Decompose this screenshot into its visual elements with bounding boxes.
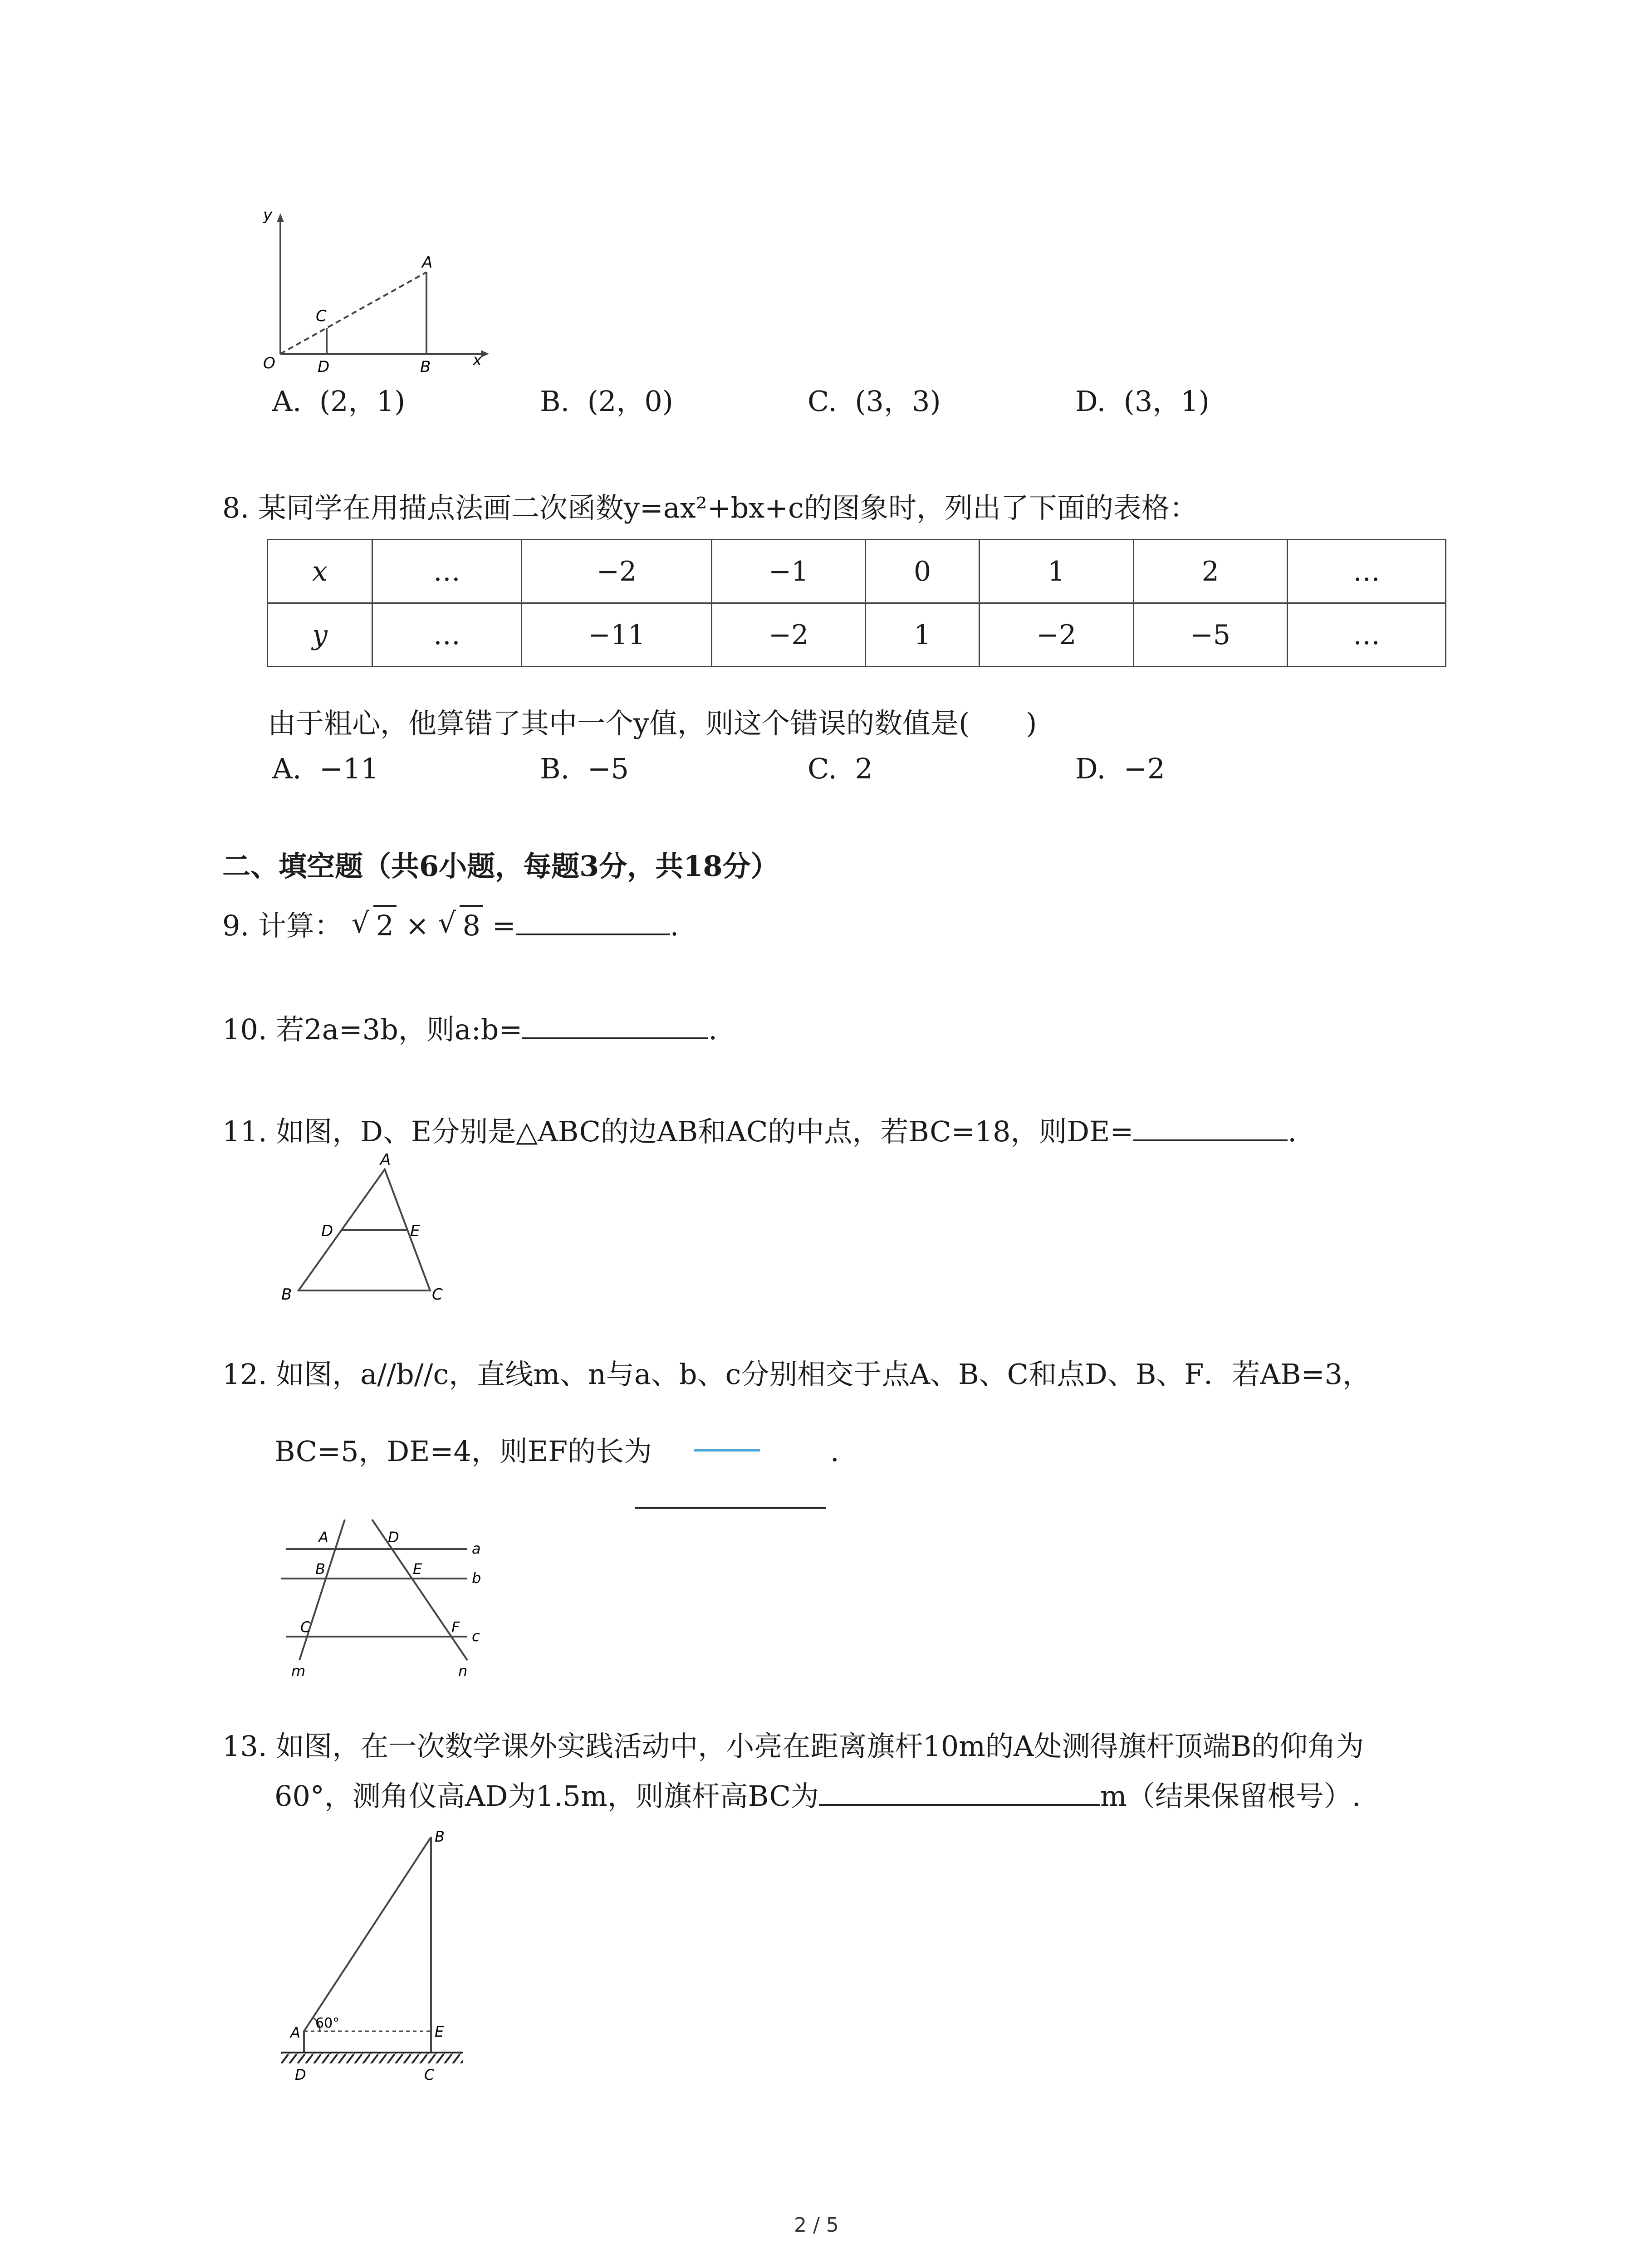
radicand: 2	[373, 905, 397, 944]
q11-label-a: A	[380, 1152, 391, 1169]
q12-end: .	[830, 1435, 839, 1468]
q7-label-o: O	[263, 354, 275, 372]
q8-note: 由于粗心，他算错了其中一个y值，则这个错误的数值是( )	[268, 707, 1037, 740]
option-letter: C.	[808, 752, 837, 785]
q8-option-a	[272, 751, 379, 787]
table-cell: −5	[1133, 603, 1288, 667]
q13-label-a: A	[290, 2024, 300, 2041]
q9-end: .	[670, 909, 679, 942]
q13-label-e: E	[435, 2023, 444, 2040]
q12-line1: 12. 如图，a//b//c，直线m、n与a、b、c分别相交于点A、B、C和点D、B、F．若AB=3，	[222, 1358, 1371, 1391]
q9-prefix: 9. 计算：	[222, 909, 343, 942]
q12-answer-accent	[694, 1449, 760, 1452]
sqrt-2	[352, 905, 397, 944]
table-cell: 1	[979, 540, 1133, 603]
q8-option-c	[808, 751, 873, 787]
table-cell: −11	[522, 603, 712, 667]
table-cell: 2	[1133, 540, 1288, 603]
q7-option-a	[272, 383, 405, 420]
option-letter: B.	[540, 752, 570, 785]
radical-icon: √	[351, 906, 370, 939]
sqrt-8	[438, 905, 483, 944]
q13-label-d: D	[295, 2066, 306, 2083]
table-cell: −2	[711, 603, 866, 667]
table-cell: …	[1288, 540, 1446, 603]
table-cell: …	[372, 603, 521, 667]
q7-label-b: B	[420, 358, 431, 376]
radicand: 8	[460, 905, 483, 944]
q13-line2-end: m（结果保留根号）.	[1100, 1779, 1361, 1813]
q10-text: 10. 若2a=3b，则a:b=	[222, 1013, 523, 1046]
q11-label-e: E	[410, 1222, 420, 1240]
q10-line	[222, 1009, 717, 1048]
q12-label-C: C	[300, 1618, 311, 1636]
option-letter: C.	[808, 385, 837, 418]
q7-figure	[254, 204, 508, 376]
q7-option-b	[540, 383, 673, 420]
q7-label-c: C	[316, 307, 327, 325]
q13-line1: 13. 如图，在一次数学课外实践活动中，小亮在距离旗杆10m的A处测得旗杆顶端B的仰角为	[222, 1730, 1364, 1763]
q8-option-b	[540, 751, 629, 787]
answer-blank[interactable]	[819, 1776, 1100, 1806]
option-letter: B.	[540, 385, 570, 418]
q8-value-table	[267, 539, 1446, 667]
q13-figure	[272, 1814, 481, 2096]
option-text: −2	[1123, 752, 1166, 785]
q7-option-c	[808, 383, 941, 420]
q11-end: .	[1288, 1115, 1297, 1148]
q8-stem: 8. 某同学在用描点法画二次函数y=ax²+bx+c的图象时，列出了下面的表格：	[222, 491, 1198, 524]
q12-label-A: A	[318, 1529, 328, 1546]
radical-icon: √	[438, 906, 456, 939]
option-text: (3，1)	[1123, 385, 1210, 418]
option-text: (2，0)	[587, 385, 673, 418]
q12-line2-text: BC=5，DE=4，则EF的长为	[274, 1435, 652, 1468]
q13-line2	[274, 1776, 1361, 1814]
table-cell: −1	[711, 540, 866, 603]
q7-option-d	[1075, 383, 1210, 420]
q13-label-angle: 60°	[315, 2015, 340, 2031]
table-cell: x	[268, 540, 372, 603]
answer-blank[interactable]	[635, 1479, 826, 1509]
option-text: (2，1)	[319, 385, 406, 418]
table-row	[268, 603, 1446, 667]
q7-label-d: D	[318, 358, 330, 376]
option-letter: A.	[272, 385, 302, 418]
q12-label-b: b	[472, 1569, 481, 1587]
table-cell: y	[268, 603, 372, 667]
option-letter: A.	[272, 752, 302, 785]
option-text: (3，3)	[855, 385, 941, 418]
q11-line	[222, 1111, 1297, 1150]
q11-figure	[272, 1152, 463, 1306]
q13-line2-start: 60°，测角仪高AD为1.5m，则旗杆高BC为	[274, 1779, 819, 1813]
q12-label-F: F	[451, 1618, 460, 1636]
answer-blank[interactable]	[522, 1009, 708, 1039]
q11-label-d: D	[321, 1222, 333, 1240]
q8-option-d	[1075, 751, 1165, 787]
q10-end: .	[708, 1013, 718, 1046]
answer-blank[interactable]	[1133, 1111, 1288, 1141]
option-text: −11	[319, 752, 379, 785]
q12-label-a: a	[472, 1540, 481, 1557]
q12-label-m: m	[291, 1662, 306, 1680]
table-cell: …	[1288, 603, 1446, 667]
option-letter: D.	[1075, 752, 1106, 785]
option-text: −5	[587, 752, 629, 785]
q13-label-c: C	[424, 2066, 435, 2083]
answer-blank[interactable]	[516, 905, 670, 935]
q7-label-x: x	[473, 351, 482, 369]
option-text: 2	[855, 752, 873, 785]
table-cell: 1	[866, 603, 979, 667]
q12-label-E: E	[413, 1560, 422, 1578]
table-cell: …	[372, 540, 521, 603]
page-number: 2 / 5	[794, 2214, 839, 2237]
q11-label-c: C	[432, 1286, 443, 1304]
table-cell: −2	[522, 540, 712, 603]
q12-label-n: n	[458, 1662, 468, 1680]
q12-label-B: B	[315, 1560, 325, 1578]
q12-line2	[274, 1433, 652, 1470]
table-cell: −2	[979, 603, 1133, 667]
q12-label-c: c	[472, 1628, 480, 1645]
q12-figure	[277, 1510, 513, 1683]
q7-label-a: A	[422, 254, 433, 272]
q13-label-b: B	[435, 1828, 445, 1845]
equals-sign: =	[492, 909, 516, 942]
option-letter: D.	[1075, 385, 1106, 418]
table-cell: 0	[866, 540, 979, 603]
times-sign: ×	[405, 909, 429, 942]
q11-text: 11. 如图，D、E分别是△ABC的边AB和AC的中点，若BC=18，则DE=	[222, 1115, 1134, 1148]
q12-label-D: D	[388, 1529, 399, 1546]
q9-line	[222, 905, 679, 944]
table-row	[268, 540, 1446, 603]
section-heading: 二、填空题（共6小题，每题3分，共18分）	[222, 850, 779, 883]
q7-label-y: y	[263, 206, 273, 224]
q11-label-b: B	[281, 1286, 292, 1304]
